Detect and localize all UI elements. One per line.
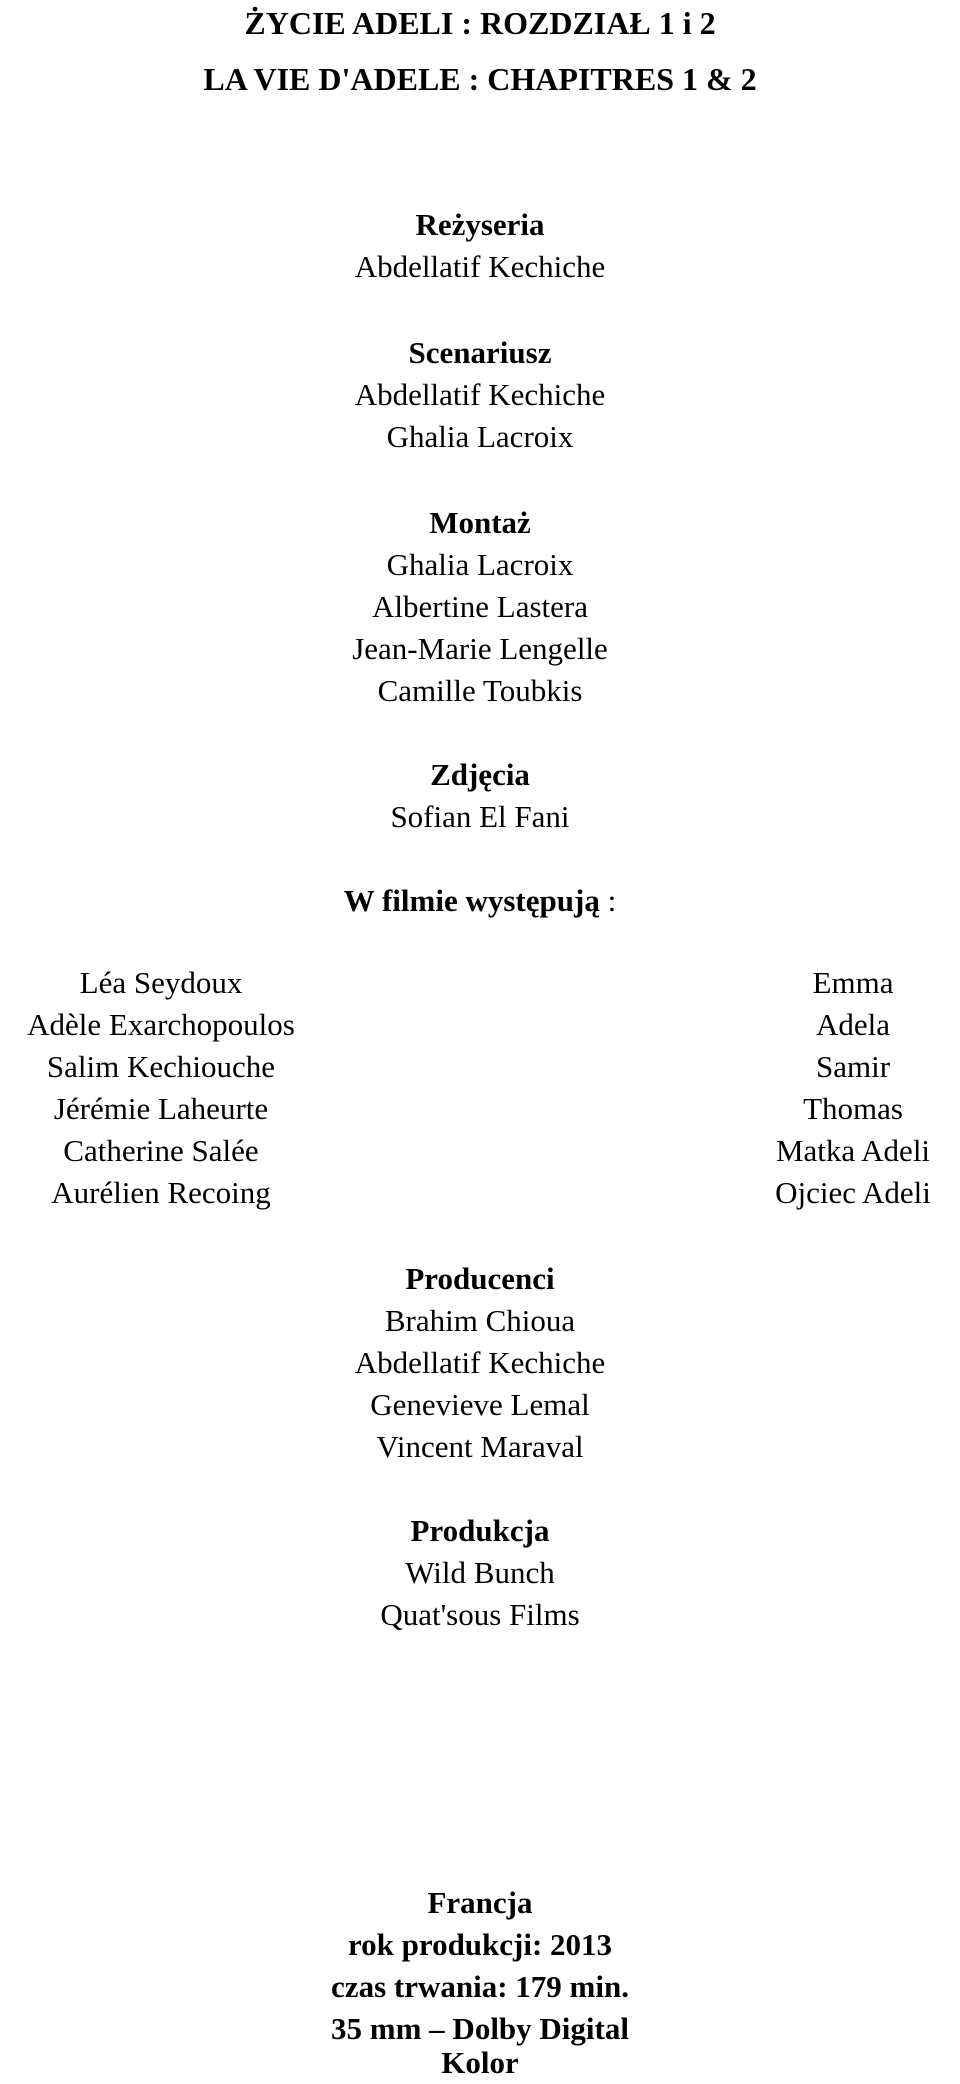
editing-label: Montaż bbox=[429, 505, 531, 540]
actor-name: Salim Kechiouche bbox=[46, 1049, 276, 1084]
role-name: Emma bbox=[812, 965, 894, 1000]
film-format: 35 mm – Dolby Digital bbox=[331, 2011, 629, 2046]
title-french: LA VIE D'ADELE : CHAPITRES 1 & 2 bbox=[203, 61, 757, 97]
editor-name: Ghalia Lacroix bbox=[386, 547, 574, 582]
editor-name: Albertine Lastera bbox=[371, 589, 589, 624]
role-name: Matka Adeli bbox=[775, 1133, 931, 1168]
color-info: Kolor bbox=[441, 2045, 519, 2080]
production-company: Wild Bunch bbox=[405, 1555, 555, 1590]
role-name: Adela bbox=[815, 1007, 891, 1042]
production-company: Quat'sous Films bbox=[380, 1597, 580, 1632]
runtime: czas trwania: 179 min. bbox=[331, 1969, 629, 2004]
cinematographer-name: Sofian El Fani bbox=[390, 799, 570, 834]
photography-label: Zdjęcia bbox=[430, 757, 530, 792]
title-polish: ŻYCIE ADELI : ROZDZIAŁ 1 i 2 bbox=[244, 5, 716, 41]
producer-name: Vincent Maraval bbox=[376, 1429, 584, 1464]
cast-heading-colon: : bbox=[599, 883, 617, 918]
cast-heading bbox=[0, 880, 960, 922]
actor-name: Catherine Salée bbox=[63, 1133, 259, 1168]
cast-roles-column bbox=[746, 962, 960, 1214]
producer-name: Abdellatif Kechiche bbox=[354, 1345, 606, 1380]
cast-list bbox=[0, 962, 960, 1222]
producer-name: Genevieve Lemal bbox=[370, 1387, 590, 1422]
role-name: Thomas bbox=[803, 1091, 903, 1126]
editor-name: Camille Toubkis bbox=[377, 673, 583, 708]
director-name: Abdellatif Kechiche bbox=[354, 249, 606, 284]
cast-heading-label: W filmie występują bbox=[343, 883, 600, 918]
role-name: Samir bbox=[815, 1049, 891, 1084]
producers-label: Producenci bbox=[405, 1261, 555, 1296]
actor-name: Aurélien Recoing bbox=[51, 1175, 271, 1210]
country: Francja bbox=[427, 1885, 533, 1920]
actor-name: Adèle Exarchopoulos bbox=[27, 1007, 295, 1042]
production-label: Produkcja bbox=[410, 1513, 550, 1548]
role-name: Ojciec Adeli bbox=[775, 1175, 931, 1210]
production-year: rok produkcji: 2013 bbox=[347, 1927, 613, 1962]
screenwriter-name: Ghalia Lacroix bbox=[386, 419, 574, 454]
directing-label: Reżyseria bbox=[415, 207, 545, 242]
cast-actors-column bbox=[0, 962, 322, 1214]
screenwriter-name: Abdellatif Kechiche bbox=[354, 377, 606, 412]
editor-name: Jean-Marie Lengelle bbox=[352, 631, 608, 666]
actor-name: Léa Seydoux bbox=[79, 965, 243, 1000]
screenplay-label: Scenariusz bbox=[408, 335, 552, 370]
producer-name: Brahim Chioua bbox=[384, 1303, 576, 1338]
actor-name: Jérémie Laheurte bbox=[53, 1091, 269, 1126]
